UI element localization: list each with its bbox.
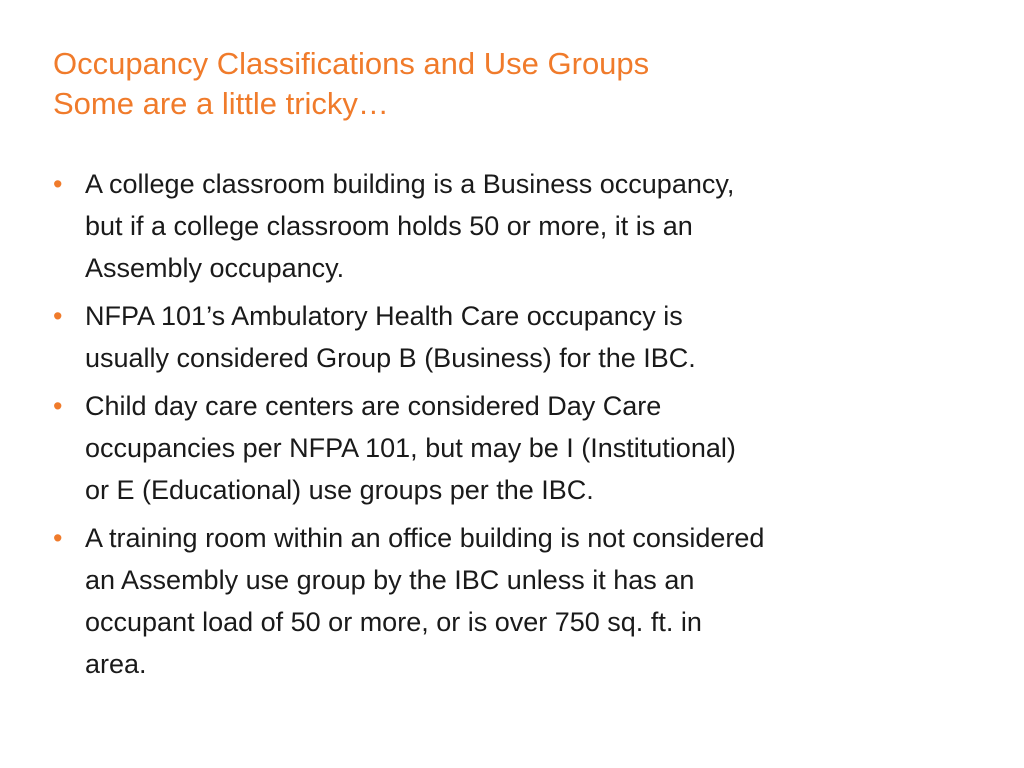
bullet-line: but if a college classroom holds 50 or more, it is an <box>85 211 693 241</box>
bullet-line: A training room within an office building is not considered <box>85 523 765 553</box>
bullet-line: Child day care centers are considered Day Care <box>85 391 662 421</box>
bullet-item <box>53 295 973 379</box>
bullet-line: NFPA 101’s Ambulatory Health Care occupancy is <box>85 301 683 331</box>
bullet-item <box>53 163 973 289</box>
bullet-text <box>85 385 973 511</box>
bullet-item <box>53 517 973 685</box>
bullet-line: occupancies per NFPA 101, but may be I (Institutional) <box>85 433 736 463</box>
bullet-line: occupant load of 50 or more, or is over 750 sq. ft. in <box>85 607 702 637</box>
bullet-line: an Assembly use group by the IBC unless it has an <box>85 565 695 595</box>
bullet-marker-icon: • <box>53 301 63 331</box>
bullet-line: area. <box>85 649 147 679</box>
bullet-line: or E (Educational) use groups per the IBC. <box>85 475 594 505</box>
bullet-line: usually considered Group B (Business) for the IBC. <box>85 343 696 373</box>
bullet-marker-icon: • <box>53 523 63 553</box>
slide-title-line: Occupancy Classifications and Use Groups <box>53 46 650 81</box>
bullet-line: Assembly occupancy. <box>85 253 345 283</box>
bullet-text <box>85 517 973 685</box>
bullet-marker-icon: • <box>53 391 63 421</box>
bullet-list <box>53 163 973 691</box>
bullet-marker-icon: • <box>53 169 63 199</box>
slide-title <box>53 44 993 124</box>
slide-subtitle-line: Some are a little tricky… <box>53 86 389 121</box>
bullet-text <box>85 163 973 289</box>
bullet-item <box>53 385 973 511</box>
bullet-line: A college classroom building is a Business occupancy, <box>85 169 735 199</box>
bullet-text <box>85 295 973 379</box>
